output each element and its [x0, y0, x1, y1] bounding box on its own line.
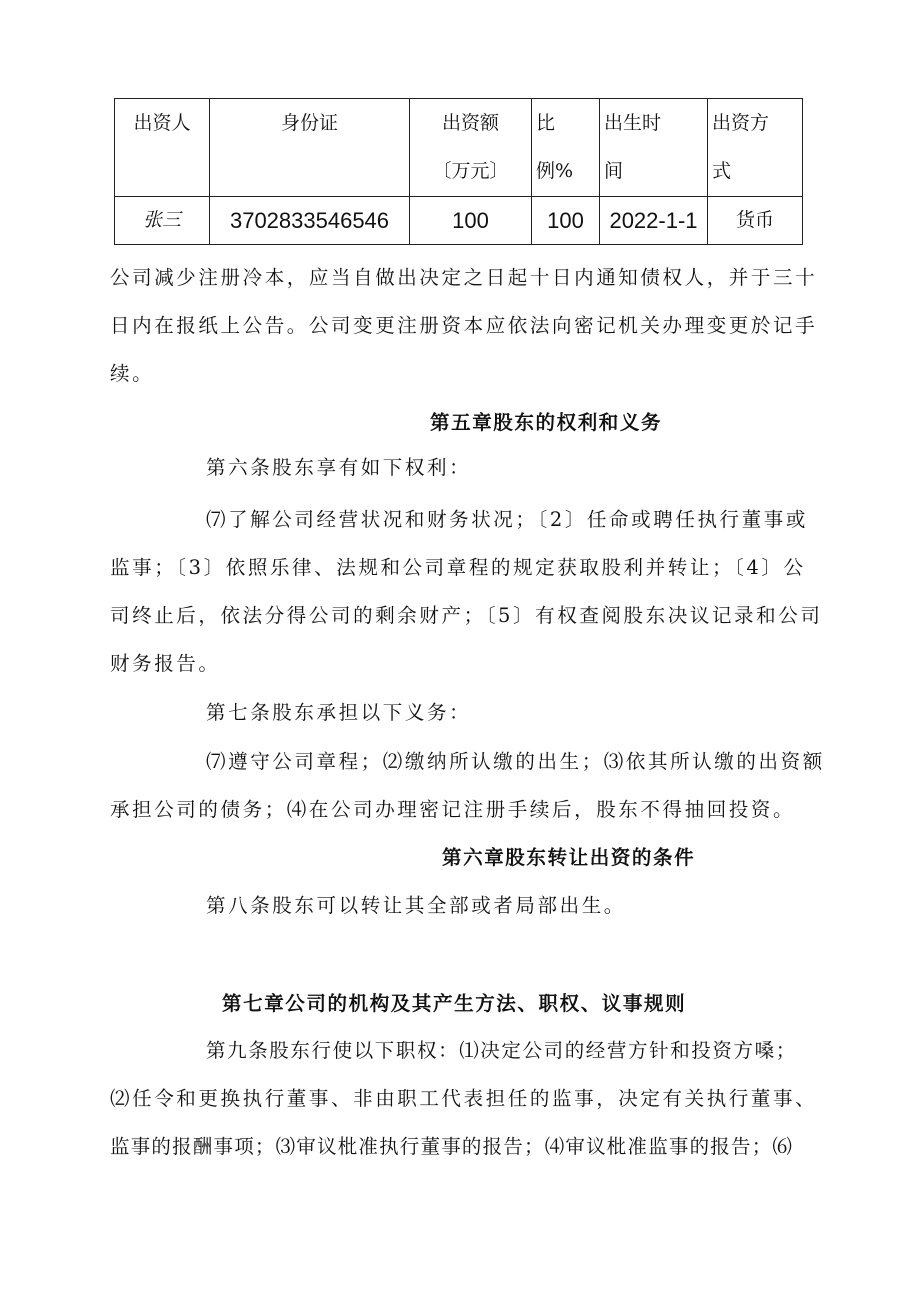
cell-method: 货币	[708, 197, 803, 245]
chapter-5-heading: 第五章股东的权利和义务	[430, 411, 663, 434]
table-row	[115, 197, 803, 245]
cell-amount: 100	[410, 197, 532, 245]
header-id-card: 身份证	[210, 99, 410, 197]
header-birth-date: 出生时 间	[600, 99, 708, 197]
article-8: 第八条股东可以转让其全部或者局部出生。	[206, 894, 626, 917]
table-header-row	[115, 99, 803, 197]
paragraph-line: ⑺遵守公司章程；⑵缴纳所认缴的出生；⑶依其所认缴的出资额	[206, 750, 825, 773]
paragraph-line: 监事的报酬事项；⑶审议枇准执行董事的报告；⑷审议枇准监事的报告；⑹	[110, 1135, 794, 1158]
paragraph-line: 司终止后，依法分得公司的剩余财产；〔5〕有权查阅股东决议记录和公司	[110, 604, 823, 627]
article-6-title: 第六条股东享有如下权利：	[206, 456, 472, 479]
paragraph-line: 监事；〔3〕依照乐律、法规和公司章程的规定获取股利并转让；〔4〕公	[110, 556, 806, 579]
paragraph-line: ⑺了解公司经营状况和财务状况；〔2〕任命或聘任执行董事或	[206, 508, 808, 531]
header-investor: 出资人	[115, 99, 210, 197]
article-7-title: 第七条股东承担以下义务：	[206, 701, 472, 724]
header-ratio: 比 例%	[532, 99, 600, 197]
paragraph-line: 续。	[110, 362, 155, 385]
header-method: 出资方 式	[708, 99, 803, 197]
header-amount: 出资额 〔万元〕	[410, 99, 532, 197]
chapter-7-heading: 第七章公司的机构及其产生方法、职权、议事规则	[222, 992, 687, 1015]
cell-date: 2022-1-1	[600, 197, 708, 245]
cell-ratio: 100	[532, 197, 600, 245]
paragraph-line: 公司减少注册冷本，应当自做出决定之日起十日内通知债权人，并于三十	[110, 266, 818, 289]
cell-id: 3702833546546	[210, 197, 410, 245]
paragraph-line: 财务报告。	[110, 652, 221, 675]
paragraph-line: 承担公司的债务；⑷在公司办理密记注册手续后，股东不得抽回投资。	[110, 798, 796, 821]
cell-name: 张三	[115, 197, 210, 245]
paragraph-line: 日内在报纸上公告。公司变更注册资本应依法向密记机关办理变更於记手	[110, 314, 818, 337]
paragraph-line: 第九条股东行使以下职权：⑴决定公司的经营方针和投资方嗓；	[206, 1039, 797, 1062]
chapter-6-heading: 第六章股东转让出资的条件	[442, 846, 696, 869]
investor-table	[114, 98, 803, 245]
paragraph-line: ⑵任令和更换执行董事、非由职工代表担任的监事，决定有关执行董事、	[110, 1087, 818, 1110]
